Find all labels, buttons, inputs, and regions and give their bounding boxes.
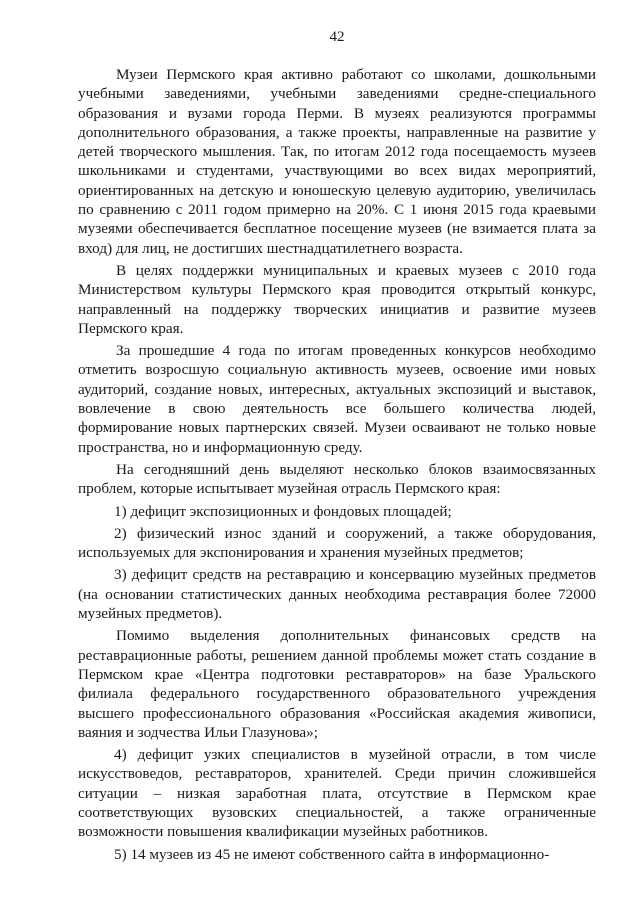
paragraph-museums-schools: Музеи Пермского края активно работают со школами, дошкольными учебными заведениями, учебными заведениями средне-специального образования и вузами города Перми. В музеях реализуются программы дополнительного образования, а также проекты, направленные на развитие у детей творческого мышления. Так, по итогам 2012 года посещаемость музеев школьниками и студентами, участвующими во всех видах мероприятий, ориентированных на детскую и юношескую целевую аудиторию, увеличилась по сравнению с 2011 годом примерно на 20%. С 1 июня 2015 года краевыми музеями обеспечивается бесплатное посещение музеев (не взимается плата за вход) для лиц, не достигших шестнадцатилетнего возраста. [78,66,596,257]
list-item-problem-5: 5) 14 музеев из 45 не имеют собственного сайта в информационно- [114,845,550,863]
list-item-problem-4: 4) дефицит узких специалистов в музейной отрасли, в том числе искусствоведов, реставраторов, хранителей. Среди причин сложившейся ситуации – низкая заработная плата, отсутствие в Пермском крае соответствующих вузовских специальностей, а также ограниченные возможности повышения квалификации музейных работников. [78,746,596,841]
paragraph-contest-results: За прошедшие 4 года по итогам проведенных конкурсов необходимо отметить возросшую социальную активность музеев, освоение ими новых аудиторий, создание новых, интересных, актуальных экспозиций и выставок, вовлечение в свою деятельность все большего количества людей, формирование новых партнерских связей. Музеи осваивают не только новые пространства, но и информационную среду. [78,342,596,456]
paragraph-restoration-center: Помимо выделения дополнительных финансовых средств на реставрационные работы, решением данной проблемы может стать создание в Пермском крае «Центра подготовки реставраторов» на базе Уральского филиала федерального государственного образовательного учреждения высшего профессионального образования «Российская академия живописи, ваяния и зодчества Ильи Глазунова»; [78,627,596,741]
paragraph-problem-blocks-intro: На сегодняшний день выделяют несколько блоков взаимосвязанных проблем, которые испытывает музейная отрасль Пермского края: [78,460,596,498]
list-item-problem-2: 2) физический износ зданий и сооружений, а также оборудования, используемых для экспонирования и хранения музейных предметов; [78,524,596,562]
list-item-problem-1: 1) дефицит экспозиционных и фондовых площадей; [114,502,452,520]
list-item-problem-3: 3) дефицит средств на реставрацию и консервацию музейных предметов (на основании статистических данных необходима реставрация более 72000 музейных предметов). [78,566,596,623]
paragraph-museum-support-contest: В целях поддержки муниципальных и краевых музеев с 2010 года Министерством культуры Пермского края проводится открытый конкурс, направленный на поддержку творческих инициатив и развитие музеев Пермского края. [78,261,596,337]
page-number: 42 [329,29,345,45]
